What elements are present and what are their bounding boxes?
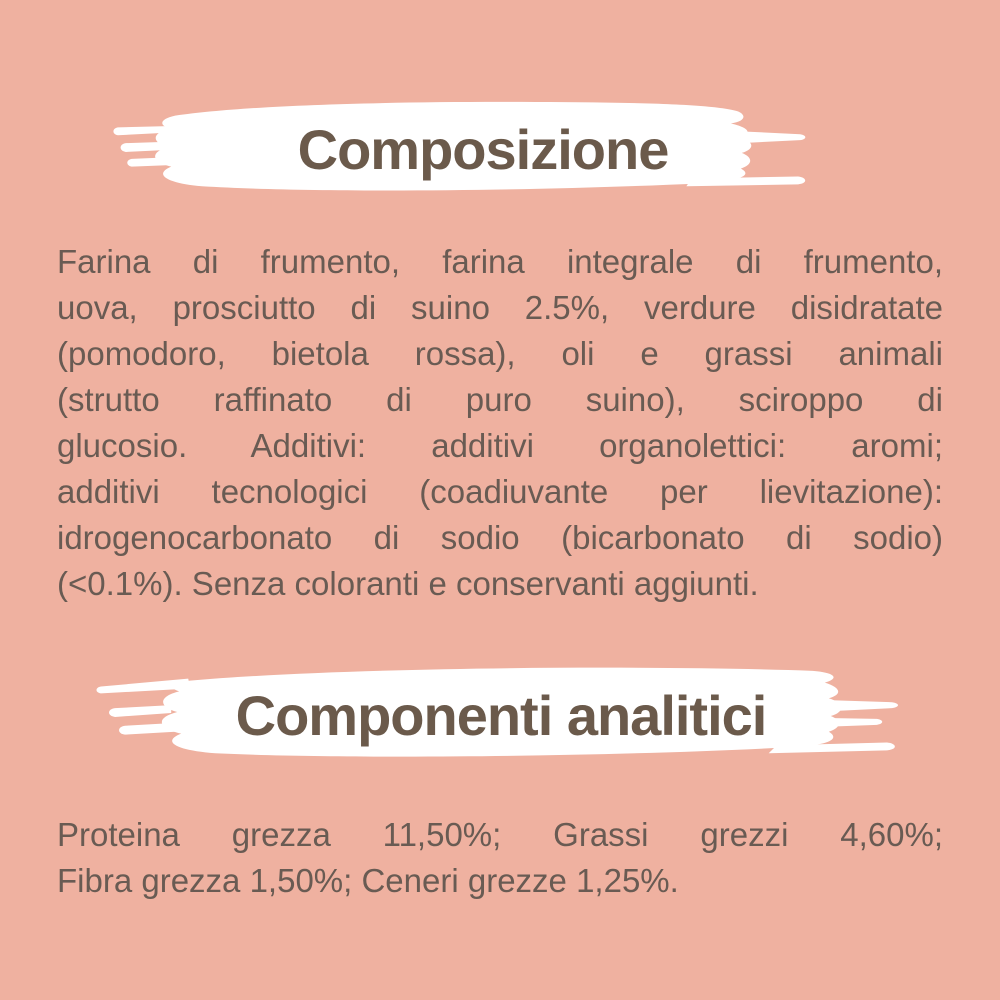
text-line: glucosio. Additivi: additivi organolettici: aromi;	[57, 427, 943, 464]
composition-banner	[108, 96, 810, 202]
text-line: Farina di frumento, farina integrale di frumento,	[57, 243, 943, 280]
text-line: (pomodoro, bietola rossa), oli e grassi animali	[57, 335, 943, 372]
composition-title: Composizione	[297, 117, 669, 181]
text-line: (strutto raffinato di puro suino), sciroppo di	[57, 381, 943, 418]
text-line: uova, prosciutto di suino 2.5%, verdure disidratate	[57, 289, 943, 326]
text-line: idrogenocarbonato di sodio (bicarbonato di sodio)	[57, 519, 943, 556]
text-line: Proteina grezza 11,50%; Grassi grezzi 4,60%;	[57, 816, 943, 853]
text-line: Fibra grezza 1,50%; Ceneri grezze 1,25%.	[57, 862, 679, 899]
analytical-title: Componenti analitici	[235, 683, 767, 747]
text-line: additivi tecnologici (coadiuvante per lievitazione):	[57, 473, 943, 510]
composition-ingredients-text	[57, 239, 943, 607]
analytical-banner	[95, 661, 907, 769]
analytical-values-text	[57, 812, 943, 904]
text-line: (<0.1%). Senza coloranti e conservanti aggiunti.	[57, 565, 759, 602]
